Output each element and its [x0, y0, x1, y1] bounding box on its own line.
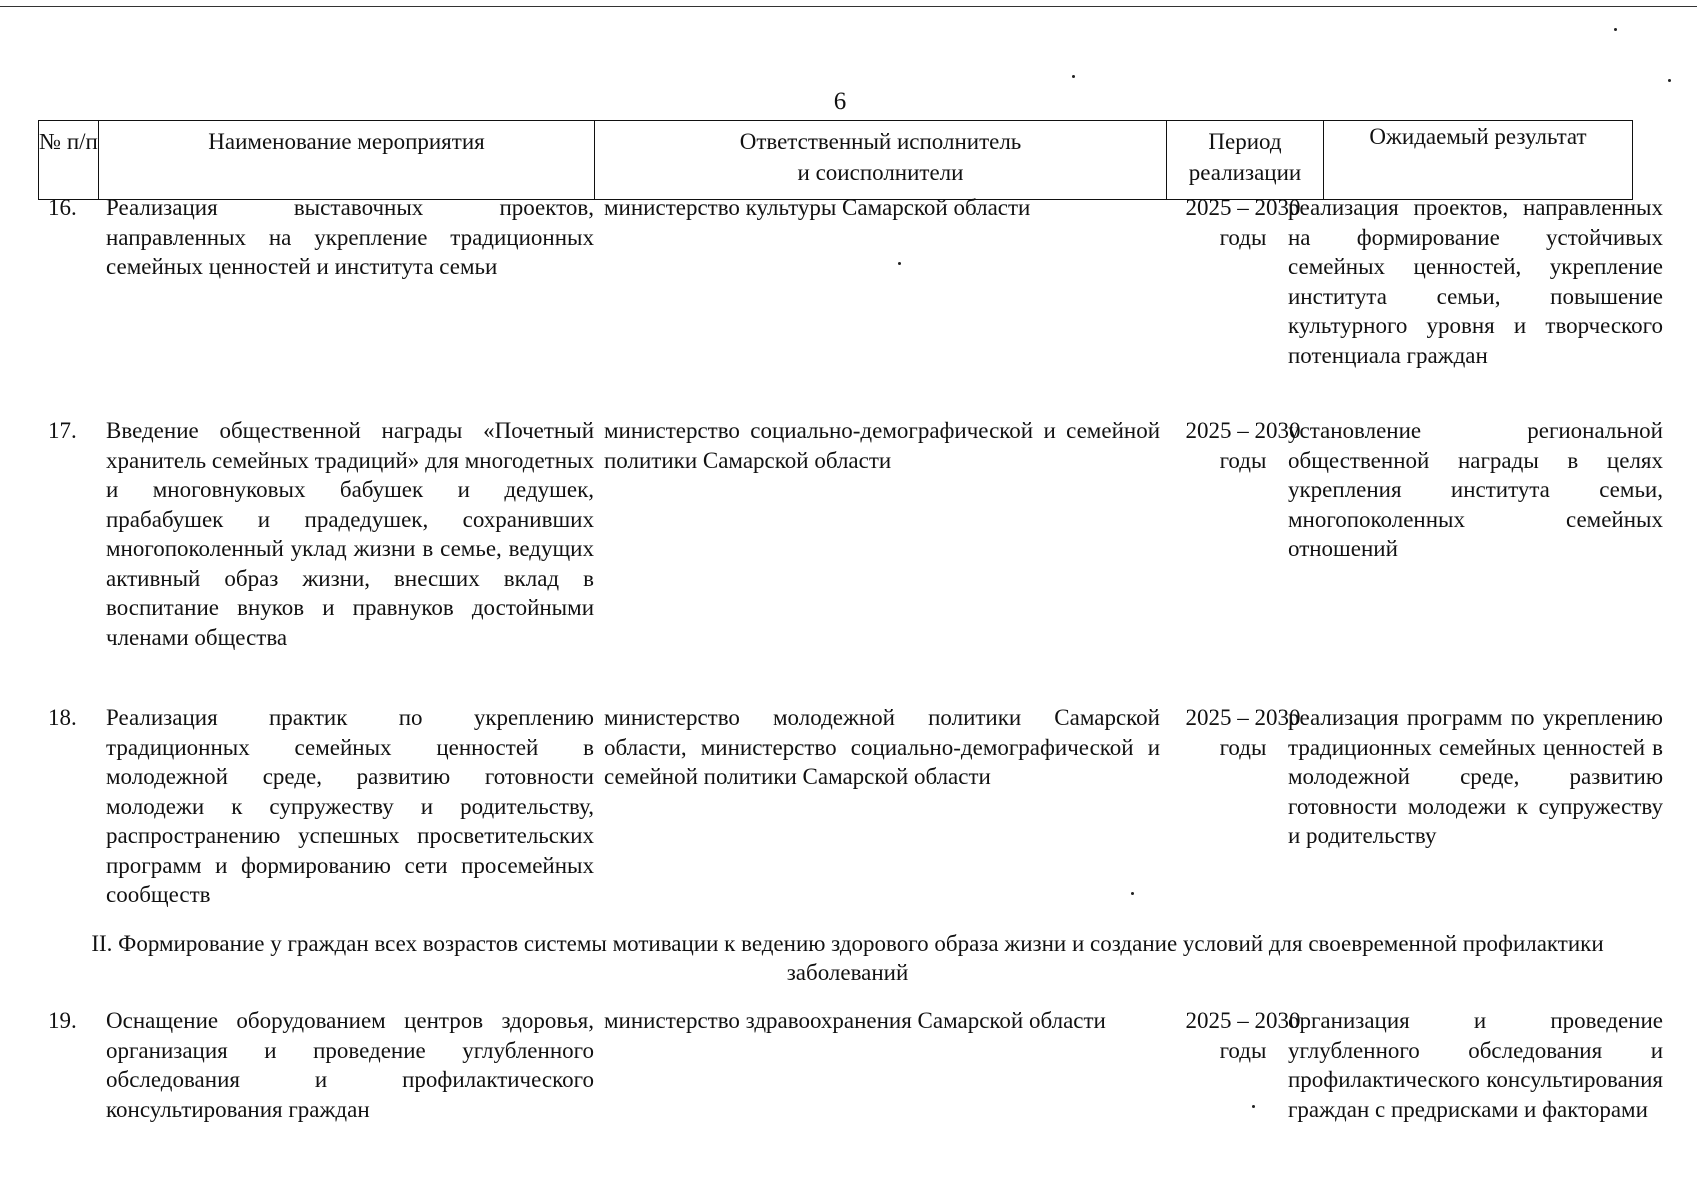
row-responsible: министерство культуры Самарской области	[604, 195, 1031, 220]
scan-speck	[898, 262, 901, 265]
row-name: Реализация практик по укреплению традиционных семейных ценностей в молодежной среде, развитию готовности молодежи к супружеству и родительству, распространению успешных просветительских программ и формированию сети просемейных сообществ	[106, 705, 594, 907]
header-period	[1167, 121, 1324, 199]
scan-speck	[1614, 28, 1617, 31]
row-responsible: министерство молодежной политики Самарской области, министерство социально-демографической и семейной политики Самарской области	[604, 705, 1160, 789]
row-number: 16.	[48, 195, 77, 220]
row-period-years: 2025 – 2030	[1185, 195, 1301, 220]
scan-speck	[1668, 79, 1671, 82]
header-name: Наименование мероприятия	[99, 121, 595, 199]
row-name: Реализация выставочных проектов, направленных на укрепление традиционных семейных ценностей и института семьи	[106, 195, 594, 279]
table-header	[38, 120, 1633, 200]
page-number: 6	[833, 88, 847, 115]
row-period-unit: годы	[1219, 224, 1267, 250]
scan-speck	[1131, 892, 1134, 895]
row-result: установление региональной общественной награды в целях укрепления института семьи, многопоколенных семейных отношений	[1288, 418, 1663, 561]
header-period-line1: Период	[1208, 129, 1282, 154]
row-period-unit: годы	[1219, 734, 1267, 760]
row-result: реализация программ по укреплению традиционных семейных ценностей в молодежной среде, развитию готовности молодежи к супружеству и родительству	[1288, 705, 1663, 848]
header-responsible	[595, 121, 1167, 199]
scan-speck	[1072, 75, 1075, 78]
row-number: 17.	[48, 418, 77, 443]
row-name: Оснащение оборудованием центров здоровья, организация и проведение углубленного обследования и профилактического консультирования граждан	[106, 1008, 594, 1122]
header-result: Ожидаемый результат	[1369, 124, 1587, 149]
header-responsible-line1: Ответственный исполнитель	[739, 129, 1022, 154]
scan-top-edge	[0, 6, 1697, 7]
row-period-years: 2025 – 2030	[1185, 705, 1301, 730]
row-period-years: 2025 – 2030	[1185, 418, 1301, 443]
header-responsible-line2: и соисполнители	[797, 160, 964, 185]
row-result: реализация проектов, направленных на формирование устойчивых семейных ценностей, укрепление института семьи, повышение культурного уровня и творческого потенциала граждан	[1288, 195, 1663, 368]
row-responsible: министерство социально-демографической и семейной политики Самарской области	[604, 418, 1160, 473]
row-period-unit: годы	[1219, 447, 1267, 473]
row-period-unit: годы	[1219, 1037, 1267, 1063]
row-number: 18.	[48, 705, 77, 730]
header-period-line2: реализации	[1188, 160, 1302, 185]
scan-speck	[1252, 1105, 1255, 1108]
row-result: организация и проведение углубленного обследования и профилактического консультирования граждан с предрисками и факторами	[1288, 1008, 1663, 1122]
row-number: 19.	[48, 1008, 77, 1033]
row-name: Введение общественной награды «Почетный хранитель семейных традиций» для многодетных и многовнуковых бабушек и дедушек, прабабушек и прадедушек, сохранивших многопоколенный уклад жизни в семье, ведущих активный образ жизни, внесших вклад в воспитание внуков и правнуков достойными членами общества	[106, 418, 594, 650]
section-ii-title: II. Формирование у граждан всех возрастов системы мотивации к ведению здорового образа жизни и создание условий для своевременной профилактики заболеваний	[91, 931, 1604, 985]
row-responsible: министерство здравоохранения Самарской области	[604, 1008, 1106, 1033]
header-num: № п/п	[39, 121, 99, 199]
row-period-years: 2025 – 2030	[1185, 1008, 1301, 1033]
